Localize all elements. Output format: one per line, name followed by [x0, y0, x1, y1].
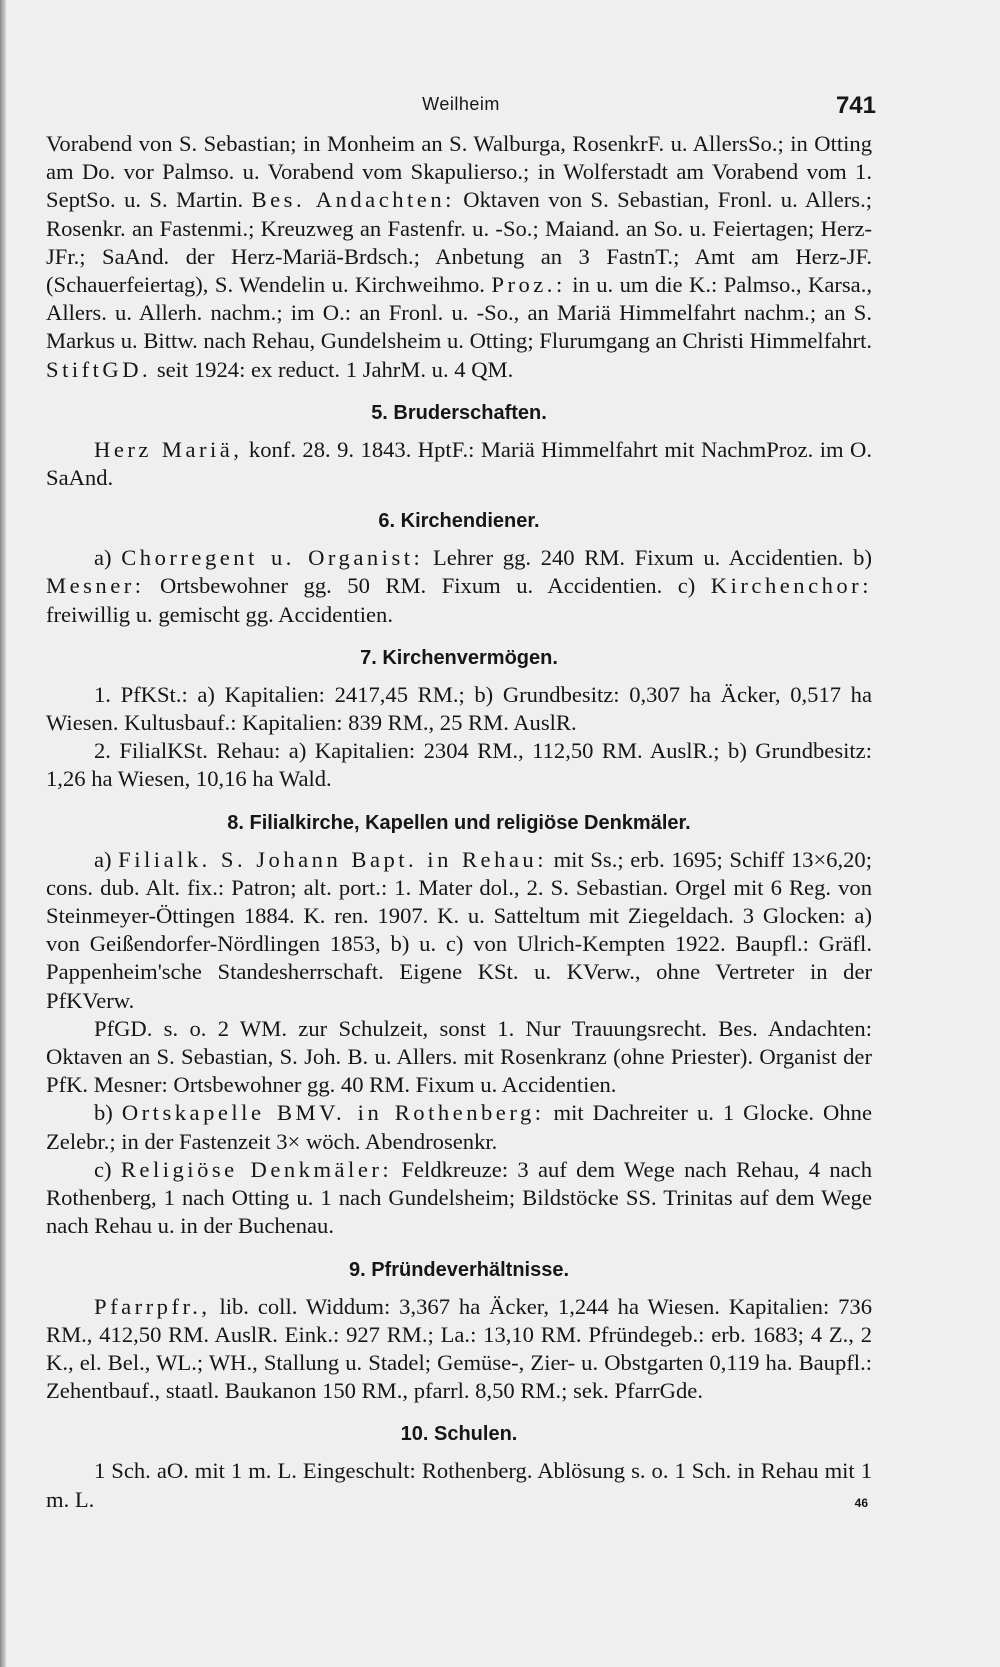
text-run: 1 Sch. aO. mit 1 m. L. Eingeschult: Rothenberg. Ablösung s. o. 1 Sch. in Rehau mit 1 m. L. [46, 1458, 872, 1512]
text-run: 2. FilialKSt. Rehau: a) Kapitalien: 2304 RM., 112,50 RM. AuslR.; b) Grundbesitz: 1,26 ha Wiesen, 10,16 ha Wald. [46, 738, 872, 792]
section-paragraph [46, 1293, 872, 1406]
section-paragraph [46, 846, 872, 1015]
spaced-term: Chorregent u. Organist: [121, 545, 424, 571]
page-body [46, 130, 872, 1514]
section-paragraph [46, 737, 872, 793]
section-paragraph [46, 544, 872, 629]
page-edge-shadow [0, 0, 6, 1667]
section-heading: 9. Pfründeverhältnisse. [348, 1258, 570, 1281]
text-run: in u. um die K.: Palmso., Karsa., Allers. u. Allerh. nachm.; im O.: an Fronl. u. -So., an Mariä Himmelfahrt nachm.; an S. Markus u. Bittw. nach Rehau, Gundelsheim u. Otting; Flurumgang an Christi Himmelfahrt. [46, 272, 872, 354]
section-paragraph [46, 1015, 872, 1100]
section-paragraph [46, 1457, 872, 1513]
text-run: mit Ss.; erb. 1695; Schiff 13×6,20; cons. dub. Alt. fix.: Patron; alt. port.: 1. Mater dol., 2. S. Sebastian. Orgel mit 6 Reg. von Steinmeyer-Öttingen 1884. K. ren. 1907. K. u. Satteltum mit Ziegeldach. 3 Glocken: a) von Geißendorfer-Nördlingen 1853, b) u. c) von Ulrich-Kempten 1922. Baupfl.: Gräfl. Pappenheim'sche Standesherrschaft. Eigene KSt. u. KVerw., ohne Vertreter in der PfKVerw. [46, 846, 872, 1013]
section-heading: 6. Kirchendiener. [378, 510, 540, 533]
spaced-term: Ortskapelle BMV. in Rothenberg: [121, 1100, 545, 1126]
text-run: lib. coll. Widdum: 3,367 ha Äcker, 1,244 ha Wiesen. Kapitalien: 736 RM., 412,50 RM. AuslR. Eink.: 927 RM.; La.: 13,10 RM. Pfründegeb.: erb. 1683; 4 Z., 2 K., el. Bel., WL.; WH., Stallung u. Stadel; Gemüse-, Zier- u. Obstgarten 0,119 ha. Baupfl.: Zehentbauf., staatl. Baukanon 150 RM., pfarrl. 8,50 RM.; sek. PfarrGde. [46, 1293, 872, 1404]
text-run: a) [94, 846, 119, 872]
section-paragraph [46, 1156, 872, 1241]
spaced-term: Pfarrpfr., [94, 1293, 211, 1319]
section-heading: 10. Schulen. [400, 1423, 518, 1446]
text-run: b) [94, 1100, 122, 1126]
spaced-term: Kirchenchor: [710, 573, 872, 599]
text-run: Oktaven von S. Sebastian, Fronl. u. Allers.; Rosenkr. an Fastenmi.; Kreuzweg an Fastenfr. u. -So.; Maiand. an So. u. Feiertagen; Herz-JFr.; SaAnd. der Herz-Mariä-Brdsch.; Anbetung an 3 FastnT.; Amt am Herz-JF. (Schauerfeiertag), S. Wendelin u. Kirchweihmo. [46, 187, 873, 298]
text-run: a) [94, 545, 122, 571]
text-run: PfGD. s. o. 2 WM. zur Schulzeit, sonst 1. Nur Trauungsrecht. Bes. Andachten: Oktaven an S. Sebastian, S. Joh. B. u. Allers. mit Rosenkranz (ohne Priester). Organist der PfK. Mesner: Ortsbewohner gg. 40 RM. Fixum u. Accidentien. [46, 1015, 872, 1098]
spaced-term: Bes. Andachten: [251, 187, 455, 213]
signature-mark: 46 [854, 1496, 868, 1510]
section-paragraph [46, 436, 872, 492]
spaced-term: StiftGD. [46, 356, 152, 382]
spaced-term: Proz.: [491, 272, 566, 298]
spaced-term: Mesner: [46, 573, 145, 599]
text-run: Vorabend von S. Sebastian; in Monheim an S. Walburga, RosenkrF. u. AllersSo.; in Otting am Do. vor Palmso. u. Vorabend vom Skapulierso.; in Wolferstadt am Vorabend vom 1. SeptSo. u. S. Martin. [46, 131, 872, 213]
text-run: c) [94, 1156, 121, 1182]
page-header [46, 86, 876, 126]
text-run: Ortsbewohner gg. 50 RM. Fixum u. Accidentien. c) [144, 573, 711, 599]
sections-container [46, 400, 872, 1514]
section-heading: 5. Bruderschaften. [371, 401, 547, 424]
spaced-term: Filialk. S. Johann Bapt. in Rehau: [118, 846, 547, 872]
section-heading: 7. Kirchenvermögen. [360, 646, 558, 669]
section-paragraph [46, 1099, 872, 1155]
spaced-term: Herz Mariä, [94, 436, 243, 462]
section-heading: 8. Filialkirche, Kapellen und religiöse Denkmäler. [227, 811, 691, 834]
text-run: freiwillig u. gemischt gg. Accidentien. [46, 601, 393, 627]
running-title: Weilheim [422, 94, 500, 114]
text-run: konf. 28. 9. 1843. HptF.: Mariä Himmelfahrt mit NachmProz. im O. SaAnd. [46, 436, 872, 491]
text-run: mit Dachreiter u. 1 Glocke. Ohne Zelebr.; in der Fastenzeit 3× wöch. Abendrosenkr. [46, 1100, 872, 1154]
page-number: 741 [835, 92, 876, 119]
section-paragraph [46, 681, 872, 737]
text-run: Feldkreuze: 3 auf dem Wege nach Rehau, 4 nach Rothenberg, 1 nach Otting u. 1 nach Gundelsheim; Bildstöcke SS. Trinitas auf dem Wege nach Rehau u. in der Buchenau. [46, 1156, 872, 1239]
text-run: seit 1924: ex reduct. 1 JahrM. u. 4 QM. [151, 356, 514, 382]
text-run: 1. PfKSt.: a) Kapitalien: 2417,45 RM.; b) Grundbesitz: 0,307 ha Äcker, 0,517 ha Wiesen. Kultusbauf.: Kapitalien: 839 RM., 25 RM. AuslR. [46, 681, 872, 736]
spaced-term: Religiöse Denkmäler: [120, 1156, 393, 1182]
text-run: Lehrer gg. 240 RM. Fixum u. Accidentien. b) [423, 545, 873, 571]
continuation-paragraph [46, 130, 872, 384]
